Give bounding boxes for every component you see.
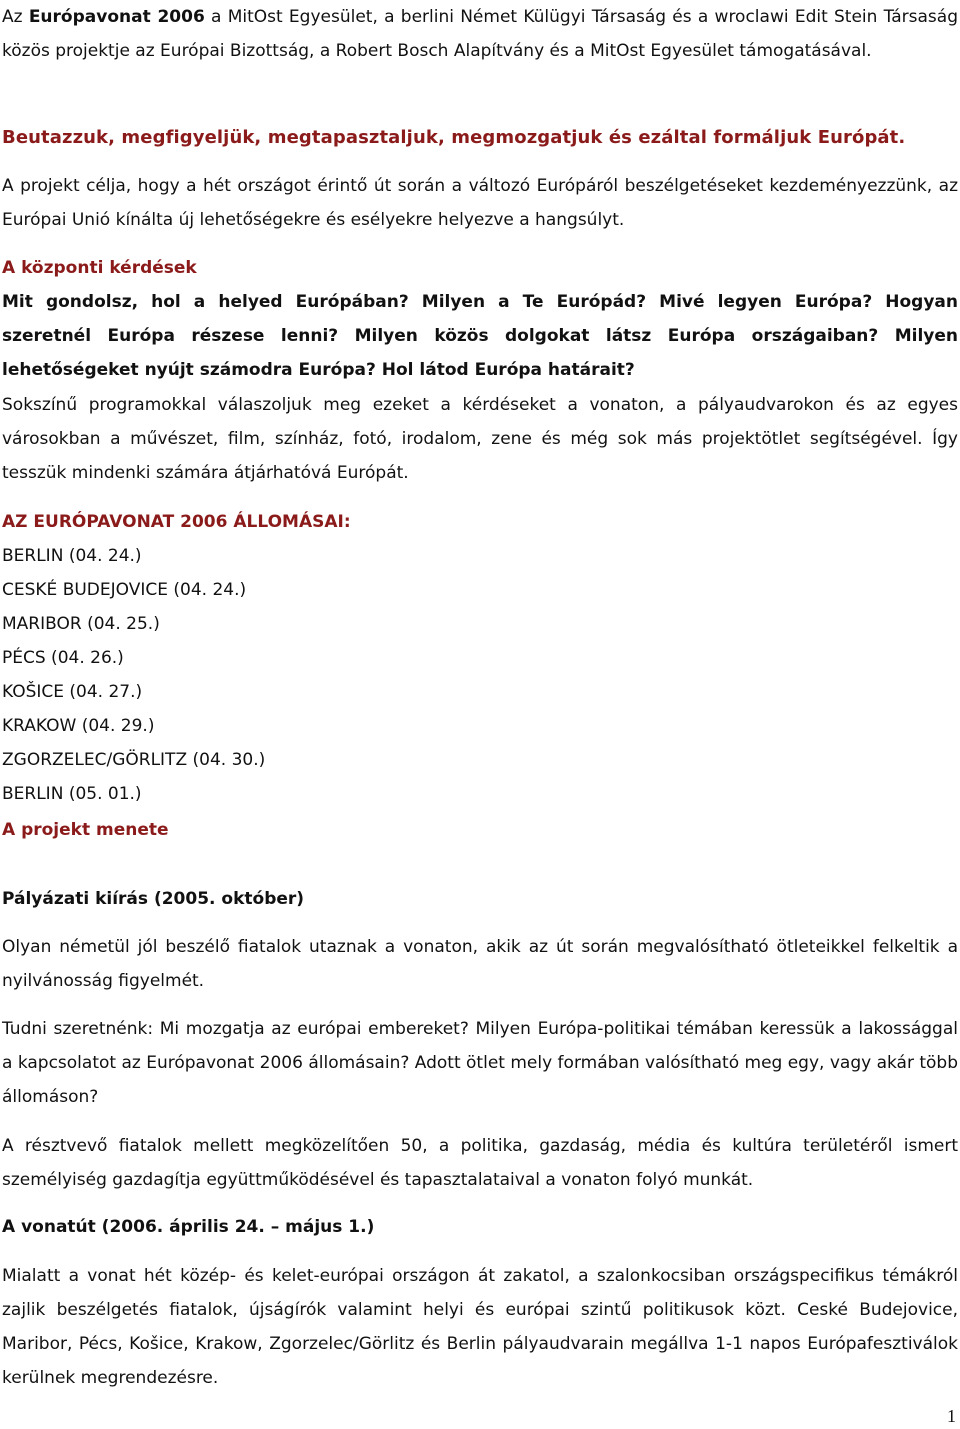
trip-paragraph: Mialatt a vonat hét közép- és kelet-európai országon át zakatol, a szalonkocsiban országspecifikus témákról zajlik beszélgetés fiatalok, újságírók valamint helyi és európai szintű politikusok közt. Ceské Budejovice, Maribor, Pécs, Košice, Krakow, Zgorzelec/Görlitz és Berlin pályaudvarain megállva 1-1 napos Európafesztiválok kerülnek megrendezésre. (2, 1266, 958, 1388)
questions-heading: A központi kérdések (2, 258, 197, 278)
answer-paragraph: Sokszínű programokkal válaszoljuk meg ezeket a kérdéseket a vonaton, a pályaudvarokon és az egyes városokban a művészet, film, színház, fotó, irodalom, zene és még sok más projektötlet segítségével. Így tesszük mindenki számára átjárhatóvá Európát. (2, 395, 958, 483)
call-paragraph-1: Olyan németül jól beszélő fiatalok utaznak a vonaton, akik az út során megvalósítható ötleteikkel felkeltik a nyilvánosság figyelmét. (2, 937, 958, 991)
station-item: ZGORZELEC/GÖRLITZ (04. 30.) (2, 750, 266, 770)
station-item: CESKÉ BUDEJOVICE (04. 24.) (2, 580, 247, 600)
intro-rest: a MitOst Egyesület, a berlini Német Külügyi Társaság és a wroclawi Edit Stein Társaság közös projektje az Európai Bizottság, a Robert Bosch Alapítvány és a MitOst Egyesület támogatásával. (2, 7, 958, 61)
questions-paragraph: Mit gondolsz, hol a helyed Európában? Milyen a Te Európád? Mivé legyen Európa? Hogyan szeretnél Európa részese lenni? Milyen közös dolgokat látsz Európa országaiban? Milyen lehetőségeket nyújt számodra Európa? Hol látod Európa határait? (2, 292, 958, 380)
station-item: PÉCS (04. 26.) (2, 648, 124, 668)
process-heading: A projekt menete (2, 820, 169, 840)
station-item: BERLIN (04. 24.) (2, 546, 142, 566)
intro-prefix: Az (2, 7, 29, 27)
station-item: BERLIN (05. 01.) (2, 784, 142, 804)
call-paragraph-2: Tudni szeretnénk: Mi mozgatja az európai embereket? Milyen Európa-politikai témában keressük a lakossággal a kapcsolatot az Európavonat 2006 állomásain? Adott ötlet mely formában valósítható meg egy, vagy akár több állomáson? (2, 1019, 958, 1107)
goal-paragraph: A projekt célja, hogy a hét országot érintő út során a változó Európáról beszélgetéseket kezdeményezzünk, az Európai Unió kínálta új lehetőségekre és esélyekre helyezve a hangsúlyt. (2, 176, 958, 230)
slogan: Beutazzuk, megfigyeljük, megtapasztaljuk, megmozgatjuk és ezáltal formáljuk Európát. (2, 127, 906, 148)
call-paragraph-3: A résztvevő fiatalok mellett megközelítően 50, a politika, gazdaság, média és kultúra területéről ismert személyiség gazdagítja együttműködésével és tapasztalataival a vonaton folyó munkát. (2, 1136, 958, 1190)
station-item: MARIBOR (04. 25.) (2, 614, 160, 634)
station-item: KRAKOW (04. 29.) (2, 716, 155, 736)
trip-heading: A vonatút (2006. április 24. – május 1.) (2, 1217, 375, 1237)
stations-heading: AZ EURÓPAVONAT 2006 ÁLLOMÁSAI: (2, 512, 351, 532)
intro-title: Európavonat 2006 (28, 7, 205, 27)
station-item: KOŠICE (04. 27.) (2, 682, 143, 702)
stations-list (2, 539, 265, 811)
intro-paragraph (2, 0, 958, 68)
page-number: 1 (947, 1406, 956, 1426)
call-heading: Pályázati kiírás (2005. október) (2, 889, 305, 909)
